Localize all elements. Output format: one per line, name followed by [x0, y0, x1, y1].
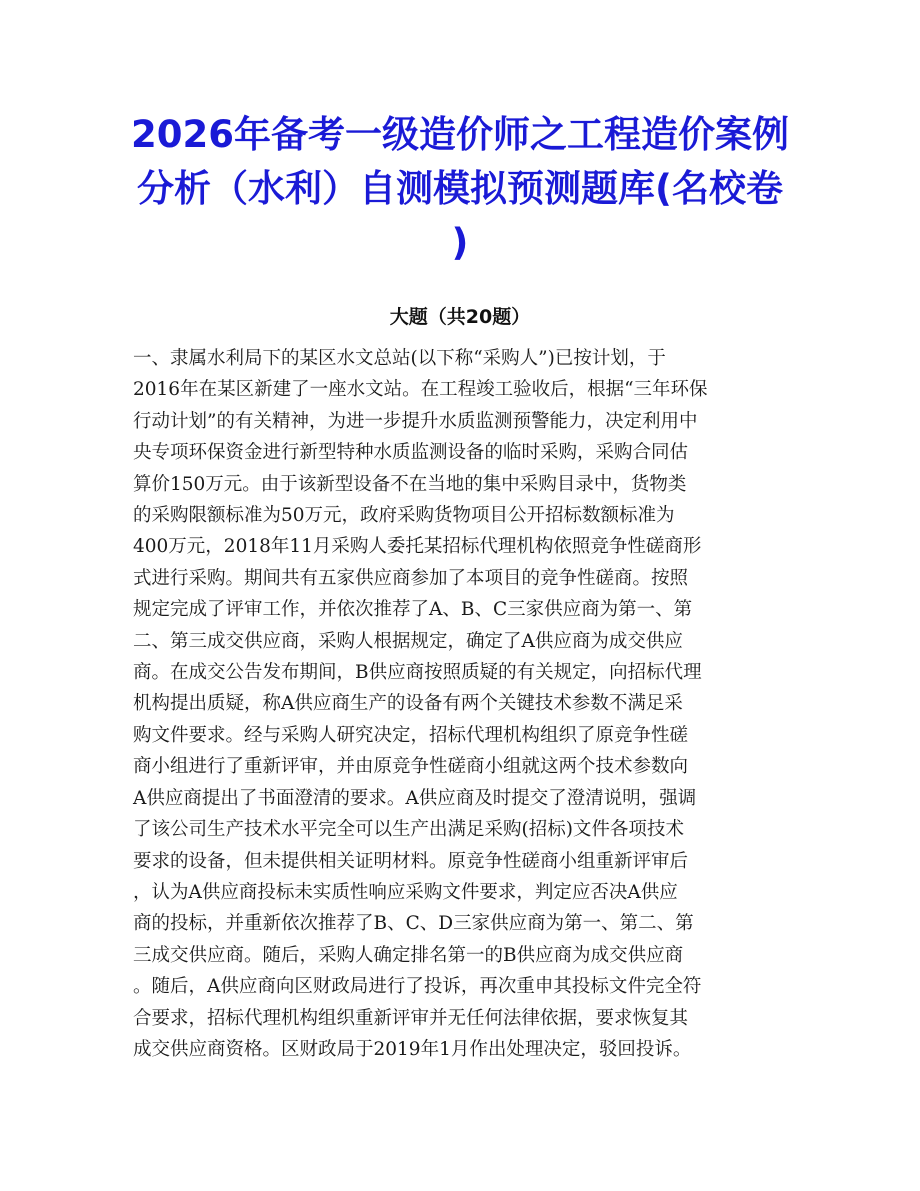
- question-line: 央专项环保资金进行新型特种水质监测设备的临时采购，采购合同估: [133, 442, 689, 464]
- question-line: 式进行采购。期间共有五家供应商参加了本项目的竞争性磋商。按照: [133, 567, 689, 589]
- question-line: A供应商提出了书面澄清的要求。A供应商及时提交了澄清说明，强调: [133, 787, 697, 809]
- question-line: ，认为A供应商投标未实质性响应采购文件要求，判定应否决A供应: [133, 881, 678, 903]
- question-line: 商。在成交公告发布期间，B供应商按照质疑的有关规定，向招标代理: [133, 662, 702, 684]
- question-line: 400万元，2018年11月采购人委托某招标代理机构依照竞争性磋商形: [133, 536, 702, 558]
- question-line: 合要求，招标代理机构组织重新评审并无任何法律依据，要求恢复其: [133, 1007, 689, 1029]
- title-line-3: ): [451, 221, 469, 264]
- question-line: 购文件要求。经与采购人研究决定，招标代理机构组织了原竞争性磋: [133, 724, 689, 746]
- question-line: 三成交供应商。随后，采购人确定排名第一的B供应商为成交供应商: [133, 944, 684, 966]
- question-body: [133, 343, 793, 1065]
- question-line: 要求的设备，但未提供相关证明材料。原竞争性磋商小组重新评审后: [133, 850, 689, 872]
- question-line: 2016年在某区新建了一座水文站。在工程竣工验收后，根据“三年环保: [133, 379, 708, 401]
- question-line: 一、隶属水利局下的某区水文总站(以下称“采购人”)已按计划，于: [133, 348, 666, 369]
- question-line: 成交供应商资格。区财政局于2019年1月作出处理决定，驳回投诉。: [133, 1038, 692, 1060]
- question-line: 机构提出质疑，称A供应商生产的设备有两个关键技术参数不满足采: [133, 693, 683, 715]
- question-line: 的采购限额标准为50万元，政府采购货物项目公开招标数额标准为: [133, 505, 675, 527]
- question-line: 了该公司生产技术水平完全可以生产出满足采购(招标)文件各项技术: [133, 819, 684, 841]
- question-line: 。随后，A供应商向区财政局进行了投诉，再次重申其投标文件完全符: [133, 976, 702, 998]
- section-heading: 大题（共20题）: [389, 306, 531, 328]
- title-line-2: 分析（水利）自测模拟预测题库(名校卷: [137, 167, 783, 210]
- question-line: 商小组进行了重新评审，并由原竞争性磋商小组就这两个技术参数向: [133, 756, 689, 778]
- question-line: 规定完成了评审工作，并依次推荐了A、B、C三家供应商为第一、第: [133, 599, 693, 621]
- document-title: [100, 108, 820, 270]
- question-line: 商的投标，并重新依次推荐了B、C、D三家供应商为第一、第二、第: [133, 913, 694, 935]
- question-line: 行动计划”的有关精神，为进一步提升水质监测预警能力，决定利用中: [133, 410, 698, 432]
- question-line: 算价150万元。由于该新型设备不在当地的集中采购目录中，货物类: [133, 473, 687, 495]
- title-line-1: 2026年备考一级造价师之工程造价案例: [131, 113, 789, 156]
- question-line: 二、第三成交供应商，采购人根据规定，确定了A供应商为成交供应: [133, 630, 683, 652]
